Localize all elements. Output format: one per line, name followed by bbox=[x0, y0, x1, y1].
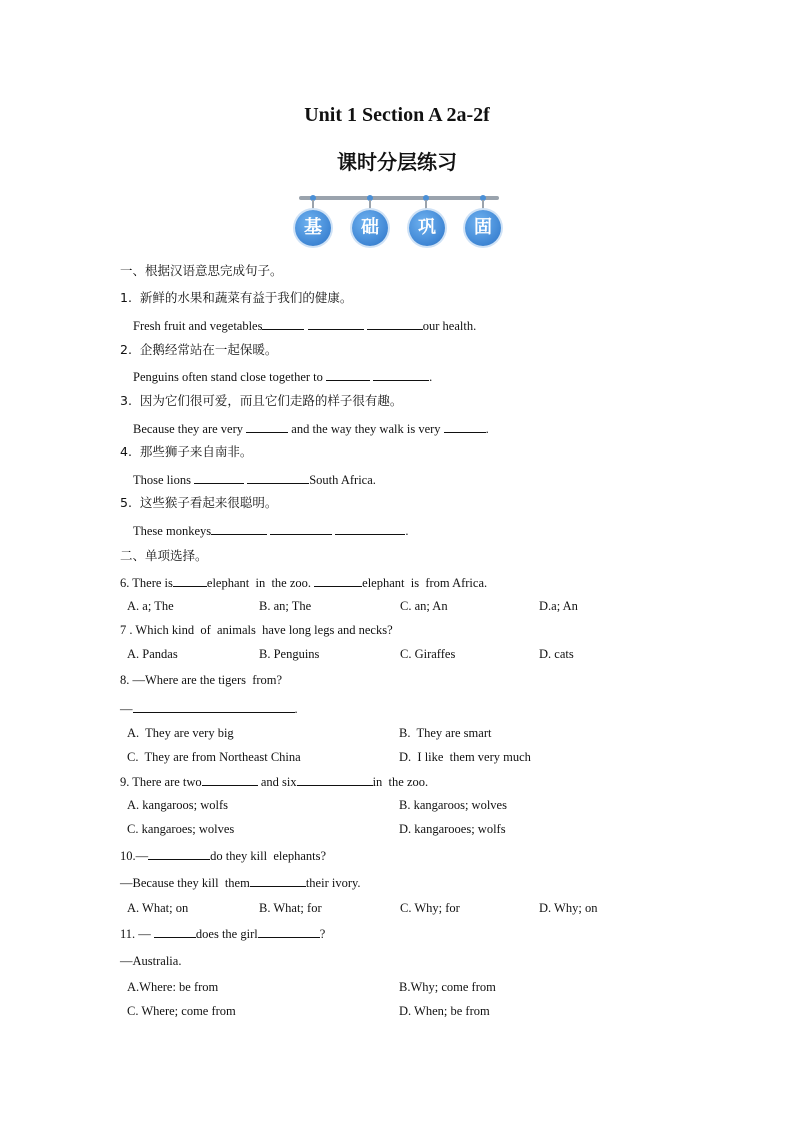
banner-stem bbox=[369, 200, 371, 210]
q11-stem bbox=[120, 925, 325, 942]
blank bbox=[246, 420, 288, 433]
q10-text-b: do they kill elephants? bbox=[210, 849, 327, 863]
q9-option-c[interactable]: C. kangaroes; wolves bbox=[127, 822, 235, 836]
blank bbox=[308, 317, 364, 330]
q11-answer: —Australia. bbox=[120, 954, 182, 968]
blank bbox=[258, 925, 320, 938]
q11-text-b: does the girl bbox=[195, 927, 258, 941]
q8-end: . bbox=[294, 702, 298, 716]
part2-heading: 二、单项选择。 bbox=[120, 548, 208, 563]
q9-option-a[interactable]: A. kangaroos; wolfs bbox=[127, 798, 229, 812]
q6-stem bbox=[120, 574, 487, 591]
banner-stem bbox=[425, 200, 427, 210]
q5-chinese: 5. 这些猴子看起来很聪明。 bbox=[120, 495, 278, 510]
q8-answer-line bbox=[120, 700, 298, 717]
q6-text-b: elephant in the zoo. bbox=[206, 576, 312, 590]
q10-stem bbox=[120, 847, 326, 864]
q3-text-mid: and the way they walk is very bbox=[291, 422, 441, 436]
q4-chinese: 4. 那些狮子来自南非。 bbox=[120, 444, 253, 459]
badge-chu: 础 bbox=[352, 210, 388, 246]
q7-stem: 7 . Which kind of animals have long legs and necks? bbox=[120, 623, 393, 637]
blank bbox=[373, 368, 429, 381]
q8-option-b[interactable]: B. They are smart bbox=[399, 726, 492, 740]
q1-chinese: 1. 新鲜的水果和蔬菜有益于我们的健康。 bbox=[120, 290, 353, 305]
q3-text-a: Because they are very bbox=[133, 422, 244, 436]
q11-option-d[interactable]: D. When; be from bbox=[399, 1004, 490, 1018]
blank bbox=[194, 471, 244, 484]
q9-stem bbox=[120, 773, 428, 790]
blank bbox=[297, 773, 373, 786]
banner-stem bbox=[312, 200, 314, 210]
part1-heading: 一、根据汉语意思完成句子。 bbox=[120, 263, 283, 278]
badge-gu: 固 bbox=[465, 210, 501, 246]
q7-option-b[interactable]: B. Penguins bbox=[259, 647, 320, 661]
badge-gong: 巩 bbox=[409, 210, 445, 246]
blank bbox=[154, 925, 196, 938]
q10-answer-line bbox=[120, 874, 361, 891]
blank bbox=[202, 773, 258, 786]
q11-text-c: ? bbox=[319, 927, 326, 941]
blank bbox=[247, 471, 309, 484]
q7-option-c[interactable]: C. Giraffes bbox=[400, 647, 456, 661]
q8-option-d[interactable]: D. I like them very much bbox=[399, 750, 531, 764]
q4-text-a: Those lions bbox=[133, 473, 191, 487]
q3-chinese: 3. 因为它们很可爱，而且它们走路的样子很有趣。 bbox=[120, 393, 403, 408]
badge-ji: 基 bbox=[295, 210, 331, 246]
q2-chinese: 2. 企鹅经常站在一起保暖。 bbox=[120, 342, 278, 357]
q3-english bbox=[133, 420, 489, 437]
q10-text-a: 10.— bbox=[120, 849, 149, 863]
q6-option-d[interactable]: D.a; An bbox=[539, 599, 578, 613]
blank bbox=[250, 874, 306, 887]
q10-text-c: —Because they kill them bbox=[120, 876, 250, 890]
q4-english bbox=[133, 471, 376, 488]
q6-text-c: elephant is from Africa. bbox=[362, 576, 488, 590]
q10-option-b[interactable]: B. What; for bbox=[259, 901, 322, 915]
banner-stem bbox=[482, 200, 484, 210]
q11-option-b[interactable]: B.Why; come from bbox=[399, 980, 496, 994]
q10-text-d: their ivory. bbox=[305, 876, 361, 890]
page-title: Unit 1 Section A 2a-2f bbox=[304, 104, 490, 126]
blank bbox=[262, 317, 304, 330]
blank bbox=[335, 522, 405, 535]
blank bbox=[367, 317, 423, 330]
q6-option-c[interactable]: C. an; An bbox=[400, 599, 448, 613]
q2-text-a: Penguins often stand close together to bbox=[133, 370, 323, 384]
page-subtitle: 课时分层练习 bbox=[337, 150, 457, 174]
q6-option-b[interactable]: B. an; The bbox=[259, 599, 312, 613]
blank bbox=[148, 847, 210, 860]
q5-text-a: These monkeys bbox=[133, 524, 212, 538]
q9-text-b: and six bbox=[260, 775, 297, 789]
q3-text-b: . bbox=[485, 422, 489, 436]
q9-option-b[interactable]: B. kangaroos; wolves bbox=[399, 798, 507, 812]
q1-english bbox=[133, 317, 476, 334]
section-banner bbox=[297, 192, 501, 256]
q6-text-a: 6. There is bbox=[120, 576, 173, 590]
q11-option-c[interactable]: C. Where; come from bbox=[127, 1004, 236, 1018]
q9-text-a: 9. There are two bbox=[120, 775, 202, 789]
q10-option-d[interactable]: D. Why; on bbox=[539, 901, 598, 915]
q10-option-c[interactable]: C. Why; for bbox=[400, 901, 460, 915]
q6-option-a[interactable]: A. a; The bbox=[127, 599, 174, 613]
blank bbox=[133, 700, 295, 713]
q8-stem: 8. —Where are the tigers from? bbox=[120, 673, 283, 687]
banner-bar bbox=[299, 196, 499, 200]
q8-option-a[interactable]: A. They are very big bbox=[127, 726, 234, 740]
q8-option-c[interactable]: C. They are from Northeast China bbox=[127, 750, 301, 764]
blank bbox=[270, 522, 332, 535]
q11-option-a[interactable]: A.Where: be from bbox=[127, 980, 219, 994]
q8-dash: — bbox=[120, 702, 133, 716]
q2-english bbox=[133, 368, 432, 385]
q7-option-a[interactable]: A. Pandas bbox=[127, 647, 178, 661]
q9-text-c: in the zoo. bbox=[372, 775, 429, 789]
blank bbox=[211, 522, 267, 535]
blank bbox=[326, 368, 370, 381]
q1-text-a: Fresh fruit and vegetables bbox=[133, 319, 263, 333]
q10-option-a[interactable]: A. What; on bbox=[127, 901, 189, 915]
q11-text-a: 11. — bbox=[120, 927, 151, 941]
q9-option-d[interactable]: D. kangarooes; wolfs bbox=[399, 822, 506, 836]
q4-text-b: South Africa. bbox=[309, 473, 376, 487]
q5-english bbox=[133, 522, 408, 539]
blank bbox=[314, 574, 362, 587]
q2-text-b: . bbox=[429, 370, 433, 384]
q1-text-b: our health. bbox=[422, 319, 477, 333]
q7-option-d[interactable]: D. cats bbox=[539, 647, 574, 661]
blank bbox=[173, 574, 207, 587]
blank bbox=[444, 420, 486, 433]
q5-text-b: . bbox=[405, 524, 409, 538]
